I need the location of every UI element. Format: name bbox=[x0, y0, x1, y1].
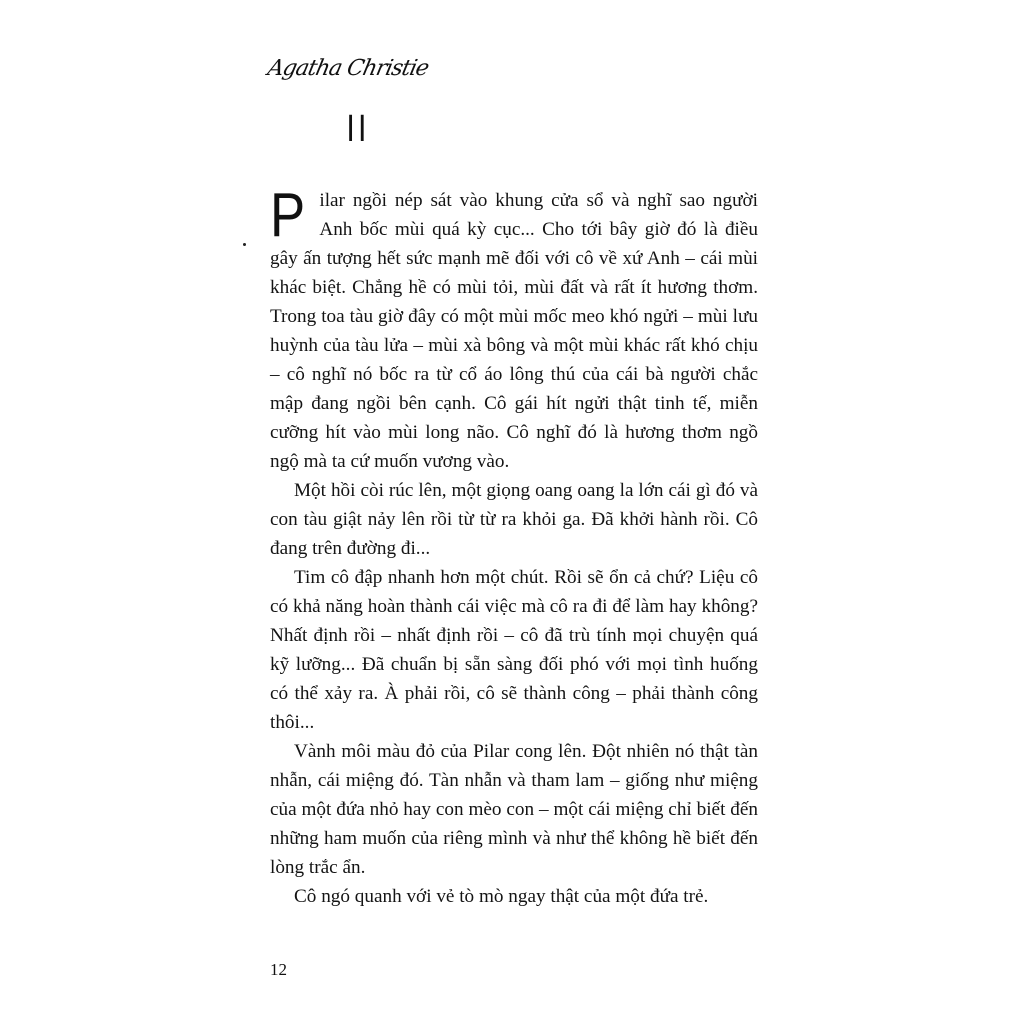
paragraph-3: Tim cô đập nhanh hơn một chút. Rồi sẽ ổn cả chứ? Liệu cô có khả năng hoàn thành cái việc mà cô ra đi để làm hay không? Nhất định rồi – nhất định rồi – cô đã trù tính mọi chuyện quá kỹ lưỡng... Đã chuẩn bị sẵn sàng đối phó với mọi tình huống có thể xảy ra. À phải rồi, cô sẽ thành công – phải thành công thôi... bbox=[270, 567, 758, 733]
paragraph-1 bbox=[270, 181, 758, 476]
paragraph-5: Cô ngó quanh với vẻ tò mò ngay thật của một đứa trẻ. bbox=[294, 886, 709, 907]
page-number: 12 bbox=[270, 960, 287, 979]
author-signature: Agatha Christie bbox=[265, 56, 431, 81]
paragraph-2: Một hồi còi rúc lên, một giọng oang oang la lớn cái gì đó và con tàu giật nảy lên rồi từ từ ra khỏi ga. Đã khởi hành rồi. Cô đang trên đường đi... bbox=[270, 480, 758, 559]
paragraph-1-text: ilar ngồi nép sát vào khung cửa sổ và nghĩ sao người Anh bốc mùi quá kỳ cục... Cho tới bây giờ đó là điều gây ấn tượng hết sức mạnh mẽ đối với cô về xứ Anh – cái mùi khác biệt. Chẳng hề có mùi tỏi, mùi đất và rất ít hương thơm. Trong toa tàu giờ đây có một mùi mốc meo khó ngửi – mùi lưu huỳnh của tàu lửa – mùi xà bông và một mùi khác rất khó chịu – cô nghĩ nó bốc ra từ cổ áo lông thú của cái bà người chắc mập đang ngồi bên cạnh. Cô gái hít ngửi thật tinh tế, miễn cưỡng hít vào mùi long não. Cô nghĩ đó là hương thơm ngồ ngộ mà ta cứ muốn vương vào. bbox=[270, 190, 758, 472]
stray-mark bbox=[243, 243, 246, 246]
body-text bbox=[270, 181, 758, 911]
paragraph-4: Vành môi màu đỏ của Pilar cong lên. Đột nhiên nó thật tàn nhẫn, cái miệng đó. Tàn nhẫn và tham lam – giống như miệng của một đứa nhỏ hay con mèo con – một cái miệng chỉ biết đến những ham muốn của riêng mình và như thể không hề biết đến lòng trắc ẩn. bbox=[270, 741, 758, 878]
drop-cap: P bbox=[270, 181, 306, 250]
chapter-number: II bbox=[346, 108, 370, 150]
